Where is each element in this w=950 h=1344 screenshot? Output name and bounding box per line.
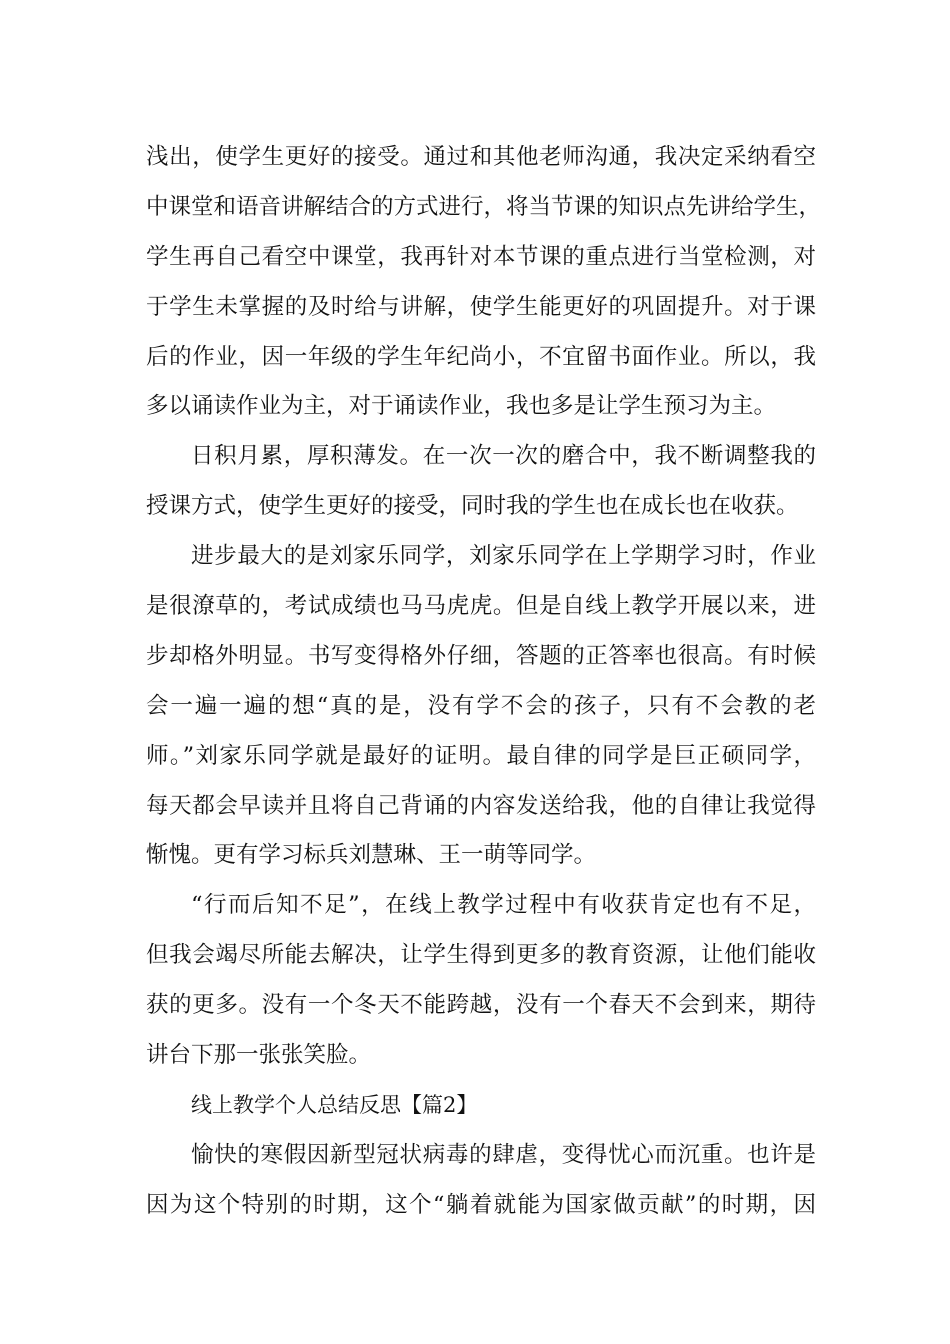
text-line: 后的作业，因一年级的学生年纪尚小，不宜留书面作业。所以，我 [146, 343, 816, 370]
section-heading: 线上教学个人总结反思【篇2】 [191, 1092, 478, 1117]
text-line: 但我会竭尽所能去解决，让学生得到更多的教育资源，让他们能收 [146, 942, 816, 969]
text-line: 多以诵读作业为主，对于诵读作业，我也多是让学生预习为主。 [146, 393, 777, 420]
text-line: “行而后知不足”，在线上教学过程中有收获肯定也有不足， [191, 892, 816, 919]
text-line: 获的更多。没有一个冬天不能跨越，没有一个春天不会到来，期待 [146, 992, 816, 1019]
text-line: 于学生未掌握的及时给与讲解，使学生能更好的巩固提升。对于课 [146, 293, 816, 320]
text-line: 因为这个特别的时期，这个“躺着就能为国家做贡献”的时期，因 [146, 1191, 816, 1218]
document-body [146, 133, 822, 1231]
text-line: 惭愧。更有学习标兵刘慧琳、王一萌等同学。 [146, 842, 597, 869]
text-line: 进步最大的是刘家乐同学，刘家乐同学在上学期学习时，作业 [191, 543, 816, 570]
text-line: 讲台下那一张张笑脸。 [146, 1042, 372, 1069]
text-line: 中课堂和语音讲解结合的方式进行，将当节课的知识点先讲给学生， [146, 193, 822, 220]
text-line: 授课方式，使学生更好的接受，同时我的学生也在成长也在收获。 [146, 493, 799, 520]
text-line: 每天都会早读并且将自己背诵的内容发送给我，他的自律让我觉得 [146, 792, 816, 819]
text-line: 是很潦草的，考试成绩也马马虎虎。但是自线上教学开展以来，进 [146, 593, 816, 620]
text-line: 学生再自己看空中课堂，我再针对本节课的重点进行当堂检测，对 [146, 243, 816, 270]
text-line: 会一遍一遍的想“真的是，没有学不会的孩子，只有不会教的老 [146, 692, 816, 719]
text-line: 步却格外明显。书写变得格外仔细，答题的正答率也很高。有时候 [146, 642, 816, 669]
text-line: 浅出，使学生更好的接受。通过和其他老师沟通，我决定采纳看空 [146, 144, 816, 170]
text-line: 师。”刘家乐同学就是最好的证明。最自律的同学是巨正硕同学， [146, 742, 816, 769]
text-line: 日积月累，厚积薄发。在一次一次的磨合中，我不断调整我的 [191, 443, 816, 470]
text-line: 愉快的寒假因新型冠状病毒的肆虐，变得忧心而沉重。也许是 [191, 1141, 816, 1168]
